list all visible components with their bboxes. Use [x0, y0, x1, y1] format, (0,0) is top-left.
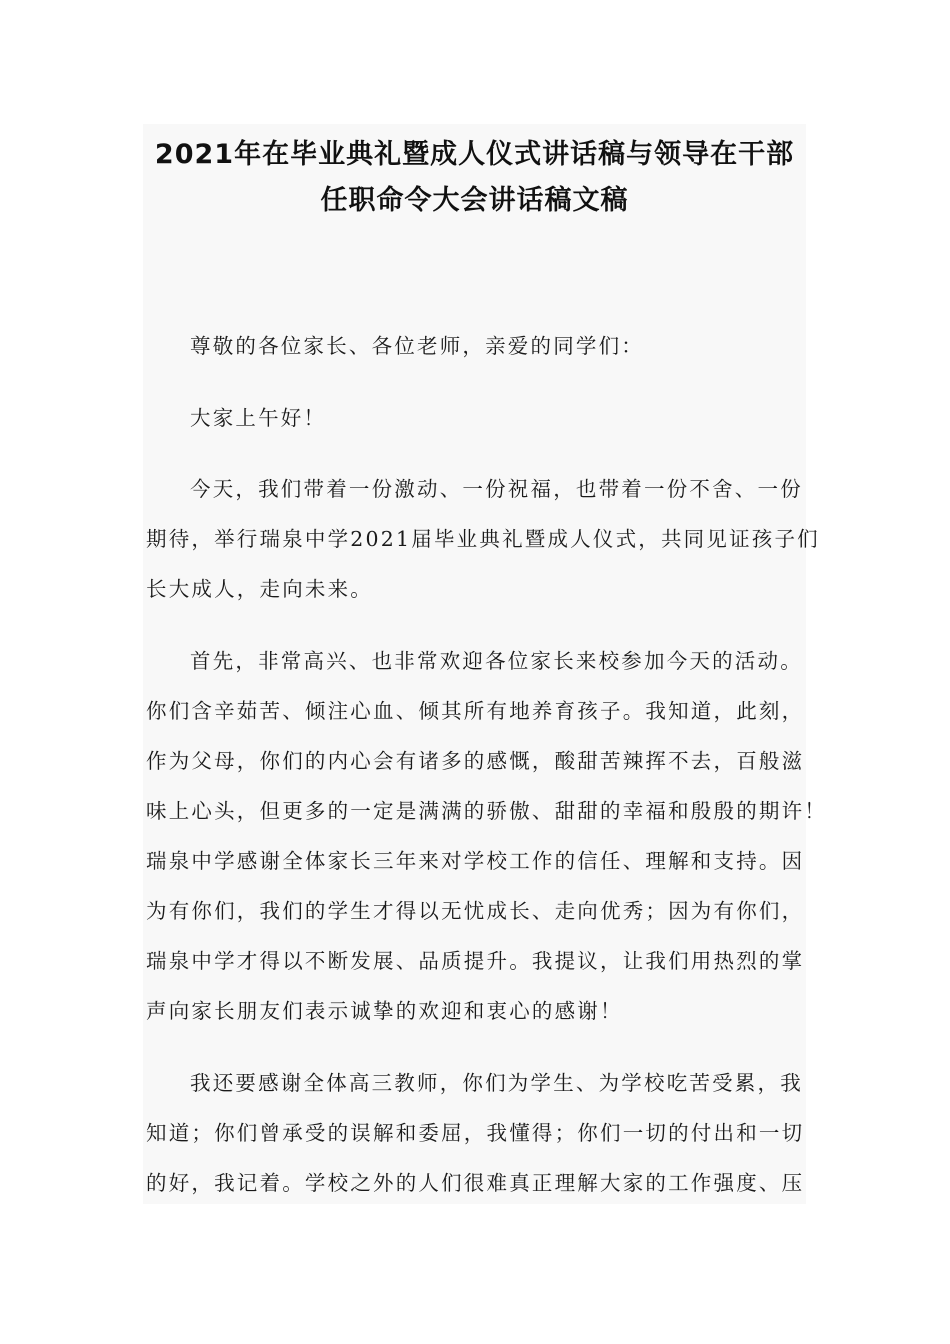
- paragraph-2-line-2: 你们含辛茹苦、倾注心血、倾其所有地养育孩子。我知道，此刻，: [146, 699, 805, 723]
- paragraph-2-line-5: 瑞泉中学感谢全体家长三年来对学校工作的信任、理解和支持。因: [146, 849, 805, 873]
- paragraph-2-line-8: 声向家长朋友们表示诚挚的欢迎和衷心的感谢！: [146, 999, 623, 1023]
- greeting-line: 大家上午好！: [190, 406, 327, 430]
- paragraph-2-line-7: 瑞泉中学才得以不断发展、品质提升。我提议，让我们用热烈的掌: [146, 949, 805, 973]
- paragraph-1-line-3: 长大成人，走向未来。: [146, 577, 373, 601]
- salutation-line: 尊敬的各位家长、各位老师，亲爱的同学们：: [190, 334, 644, 358]
- document-title-line-2: 任职命令大会讲话稿文稿: [320, 185, 629, 216]
- paragraph-2-line-1: 首先，非常高兴、也非常欢迎各位家长来校参加今天的活动。: [190, 649, 803, 673]
- paragraph-2-line-6: 为有你们，我们的学生才得以无忧成长、走向优秀；因为有你们，: [146, 899, 805, 923]
- paragraph-2-line-4: 味上心头，但更多的一定是满满的骄傲、甜甜的幸福和殷殷的期许！: [146, 799, 827, 823]
- paragraph-1-line-1: 今天，我们带着一份激动、一份祝福，也带着一份不舍、一份: [190, 477, 803, 501]
- paragraph-3-line-2: 知道；你们曾承受的误解和委屈，我懂得；你们一切的付出和一切: [146, 1121, 805, 1145]
- paragraph-1-line-2: 期待，举行瑞泉中学2021届毕业典礼暨成人仪式，共同见证孩子们: [146, 527, 820, 551]
- paragraph-2-line-3: 作为父母，你们的内心会有诸多的感慨，酸甜苦辣挥不去，百般滋: [146, 749, 805, 773]
- paragraph-3-line-3: 的好，我记着。学校之外的人们很难真正理解大家的工作强度、压: [146, 1171, 805, 1195]
- document-title-line-1: 2021年在毕业典礼暨成人仪式讲话稿与领导在干部: [154, 139, 795, 170]
- paragraph-3-line-1: 我还要感谢全体高三教师，你们为学生、为学校吃苦受累，我: [190, 1071, 803, 1095]
